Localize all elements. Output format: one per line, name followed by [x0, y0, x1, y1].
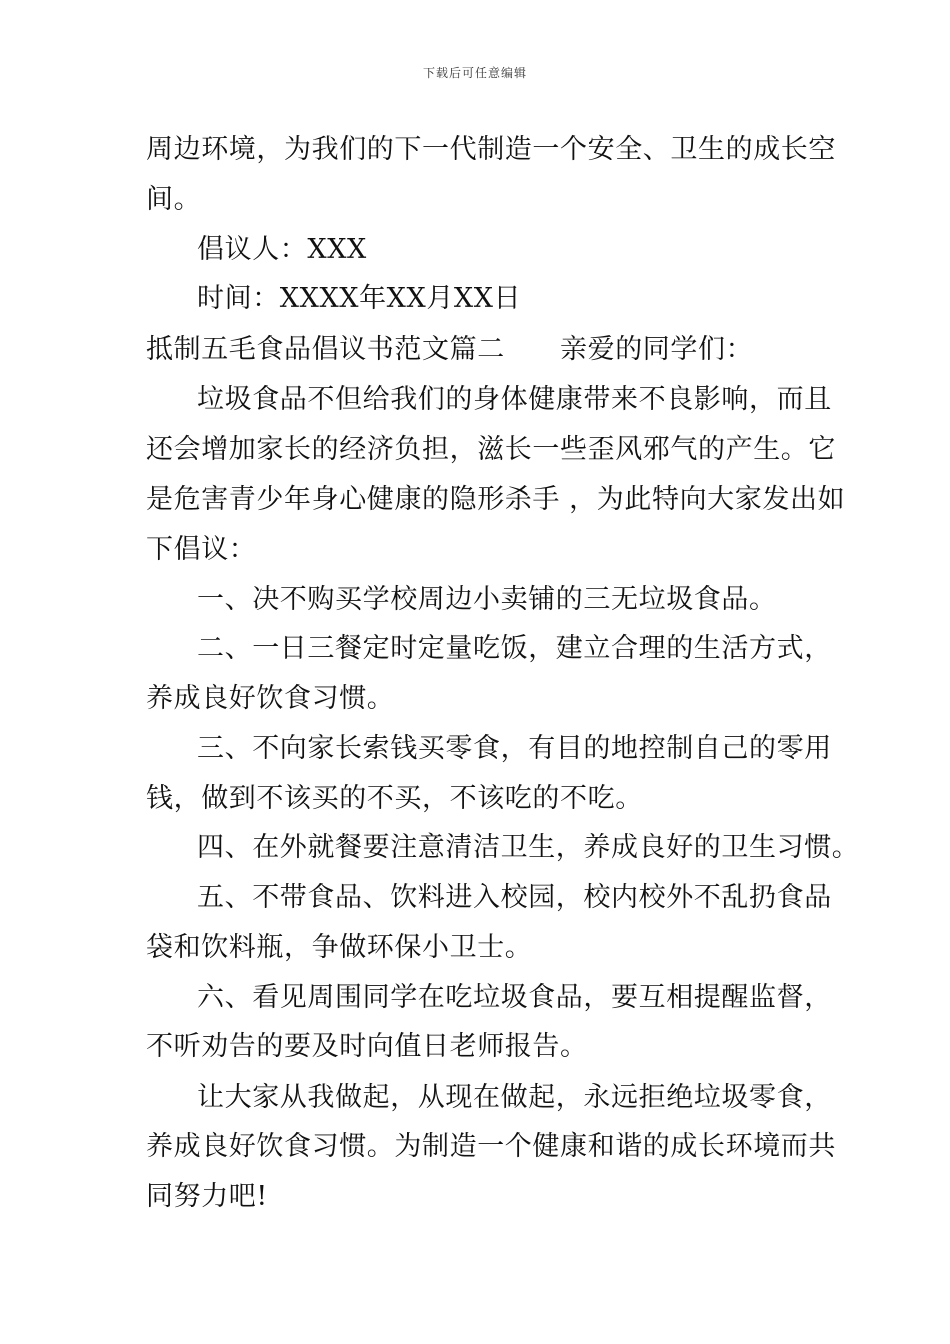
text-line: 是危害青少年身心健康的隐形杀手 ，为此特向大家发出如 — [146, 484, 846, 515]
text-line: 养成良好饮食习惯。为制造一个健康和谐的成长环境而共 — [146, 1131, 836, 1162]
section-title: 抵制五毛食品倡议书范文篇二 亲爱的同学们： — [146, 334, 754, 365]
list-item: 三、不向家长索钱买零食，有目的地控制自己的零用 — [197, 733, 832, 764]
page-header: 下载后可任意编辑 — [422, 66, 527, 80]
text-line: 袋和饮料瓶，争做环保小卫士。 — [146, 932, 533, 963]
signatory-line: 倡议人：XXX — [197, 234, 367, 265]
list-item: 一、决不购买学校周边小卖铺的三无垃圾食品。 — [197, 584, 777, 615]
text-line: 下倡议： — [146, 534, 257, 565]
text-line: 同努力吧! — [146, 1181, 268, 1212]
text-line: 垃圾食品不但给我们的身体健康带来不良影响，而且 — [197, 384, 832, 415]
text-line: 周边环境，为我们的下一代制造一个安全、卫生的成长空 — [146, 134, 836, 165]
text-line: 钱，做到不该买的不买，不该吃的不吃。 — [146, 783, 643, 814]
text-line: 不听劝告的要及时向值日老师报告。 — [146, 1031, 588, 1062]
list-item: 六、看见周围同学在吃垃圾食品，要互相提醒监督， — [197, 982, 832, 1013]
text-line: 间。 — [146, 184, 202, 215]
list-item: 四、在外就餐要注意清洁卫生，养成良好的卫生习惯。 — [197, 832, 860, 863]
date-line: 时间：XXXX年XX月XX日 — [197, 283, 522, 314]
list-item: 五、不带食品、饮料进入校园，校内校外不乱扔食品 — [197, 882, 832, 913]
list-item: 二、一日三餐定时定量吃饭，建立合理的生活方式， — [197, 633, 832, 664]
text-line: 还会增加家长的经济负担，滋长一些歪风邪气的产生。它 — [146, 434, 836, 465]
text-line: 养成良好饮食习惯。 — [146, 683, 395, 714]
text-line: 让大家从我做起，从现在做起，永远拒绝垃圾零食， — [197, 1082, 832, 1113]
